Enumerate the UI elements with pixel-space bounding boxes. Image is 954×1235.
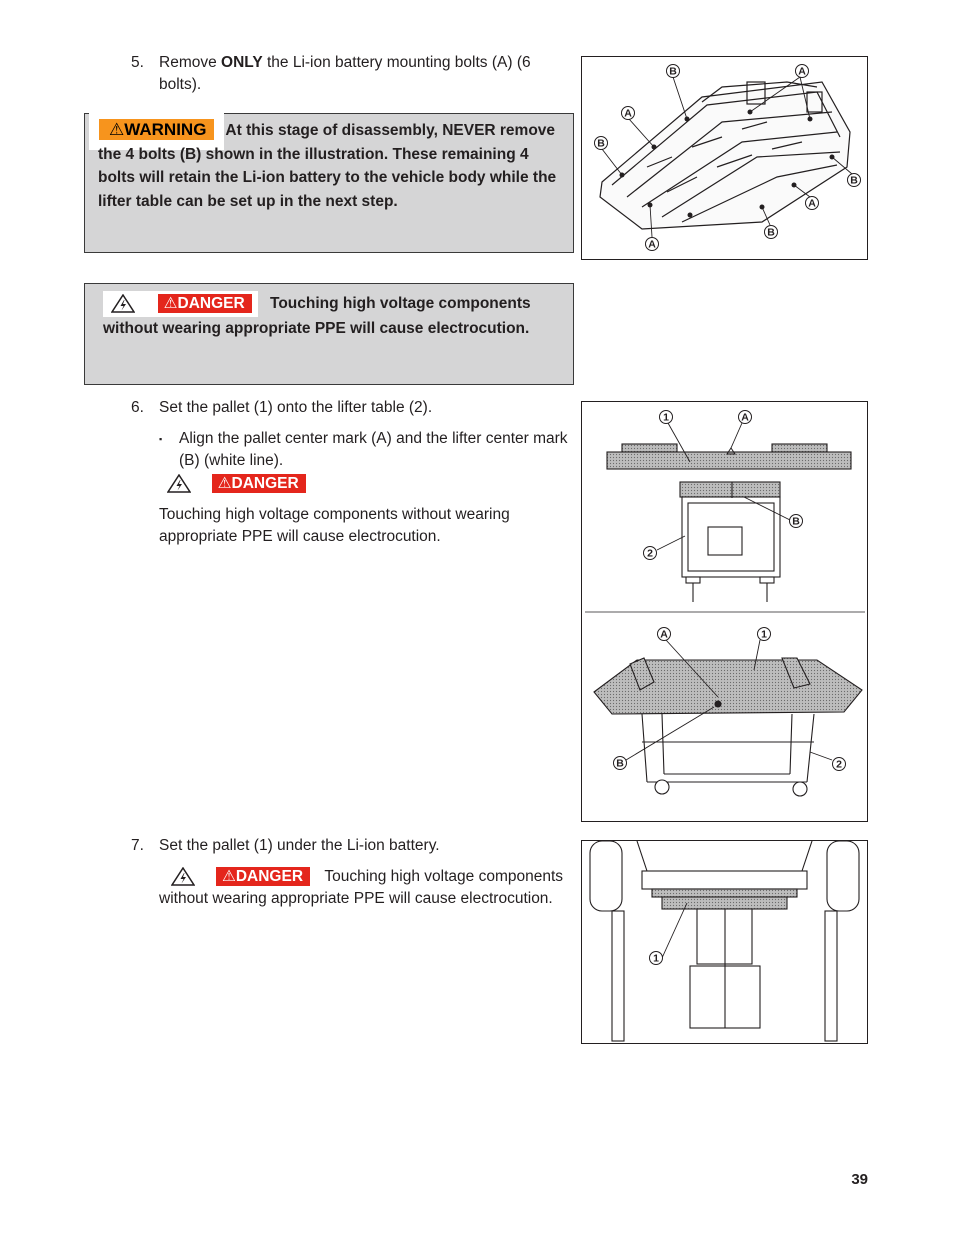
danger-box [84, 283, 574, 385]
page-number: 39 [851, 1171, 868, 1188]
callout-label: 2 [836, 758, 842, 771]
callout-label: A [660, 628, 668, 641]
callout-label: B [669, 65, 677, 78]
danger-icon-strip [103, 291, 258, 317]
callout-label: A [624, 107, 632, 120]
callout-label: B [767, 226, 775, 239]
warning-triangle-icon: ⚠ [109, 120, 125, 139]
warning-badge: ⚠WARNING [98, 118, 215, 141]
danger-text: Touching high voltage components without wearing appropriate PPE will cause electrocution. [159, 868, 564, 907]
callout-label: B [792, 515, 800, 528]
step-number: 7. [131, 837, 144, 854]
danger-badge: ⚠DANGER [212, 474, 306, 493]
warning-box [84, 113, 574, 253]
pallet-under-battery-illustration [582, 841, 867, 1043]
callout-label: 1 [761, 628, 767, 641]
bullet-text: Align the pallet center mark (A) and the lifter center mark (B) (white line). [179, 430, 568, 469]
callout-label: B [850, 174, 858, 187]
callout-label: 1 [663, 411, 669, 424]
figure-battery-bolts [581, 56, 868, 260]
step-6 [131, 397, 571, 548]
step-7 [131, 835, 576, 910]
bullet-marker: ▪ [159, 434, 163, 444]
danger-badge: ⚠DANGER [158, 294, 252, 313]
high-voltage-icon [167, 474, 191, 493]
danger-triangle-icon: ⚠ [163, 295, 178, 313]
danger-text: Touching high voltage components without wearing appropriate PPE will cause electrocution. [159, 506, 510, 545]
step-5 [131, 52, 571, 96]
high-voltage-icon [171, 867, 195, 886]
high-voltage-icon [111, 294, 135, 313]
figure-pallet-under-battery [581, 840, 868, 1044]
battery-bolts-illustration [582, 57, 867, 259]
danger-triangle-icon: ⚠ [217, 475, 232, 493]
callout-label: A [648, 238, 656, 251]
callout-label: B [616, 757, 624, 770]
warning-text: At this stage of disassembly, NEVER remove the 4 bolts (B) shown in the illustration. These remaining 4 bolts will retain the Li-ion battery to the vehicle body while the lifter table can be set up in the next step. [98, 122, 557, 210]
callout-label: A [808, 197, 816, 210]
step-text: Remove [159, 54, 222, 71]
step-text: Set the pallet (1) onto the lifter table (2). [159, 399, 433, 416]
pallet-lifter-illustration [582, 402, 867, 821]
step-text: Set the pallet (1) under the Li-ion battery. [159, 837, 440, 854]
step-number: 5. [131, 54, 144, 71]
callout-label: 2 [647, 547, 653, 560]
step-number: 6. [131, 399, 144, 416]
danger-badge: ⚠DANGER [216, 867, 310, 886]
danger-text: Touching high voltage components without wearing appropriate PPE will cause electrocution. [103, 294, 531, 337]
callout-label: A [798, 65, 806, 78]
callout-label: A [741, 411, 749, 424]
figure-pallet-lifter [581, 401, 868, 822]
step-emphasis: ONLY [221, 54, 263, 71]
step-text-rest: the Li-ion battery mounting bolts (A) (6 bolts). [159, 54, 531, 93]
danger-triangle-icon: ⚠ [221, 868, 236, 886]
callout-label: B [597, 137, 605, 150]
callout-label: 1 [653, 952, 659, 965]
